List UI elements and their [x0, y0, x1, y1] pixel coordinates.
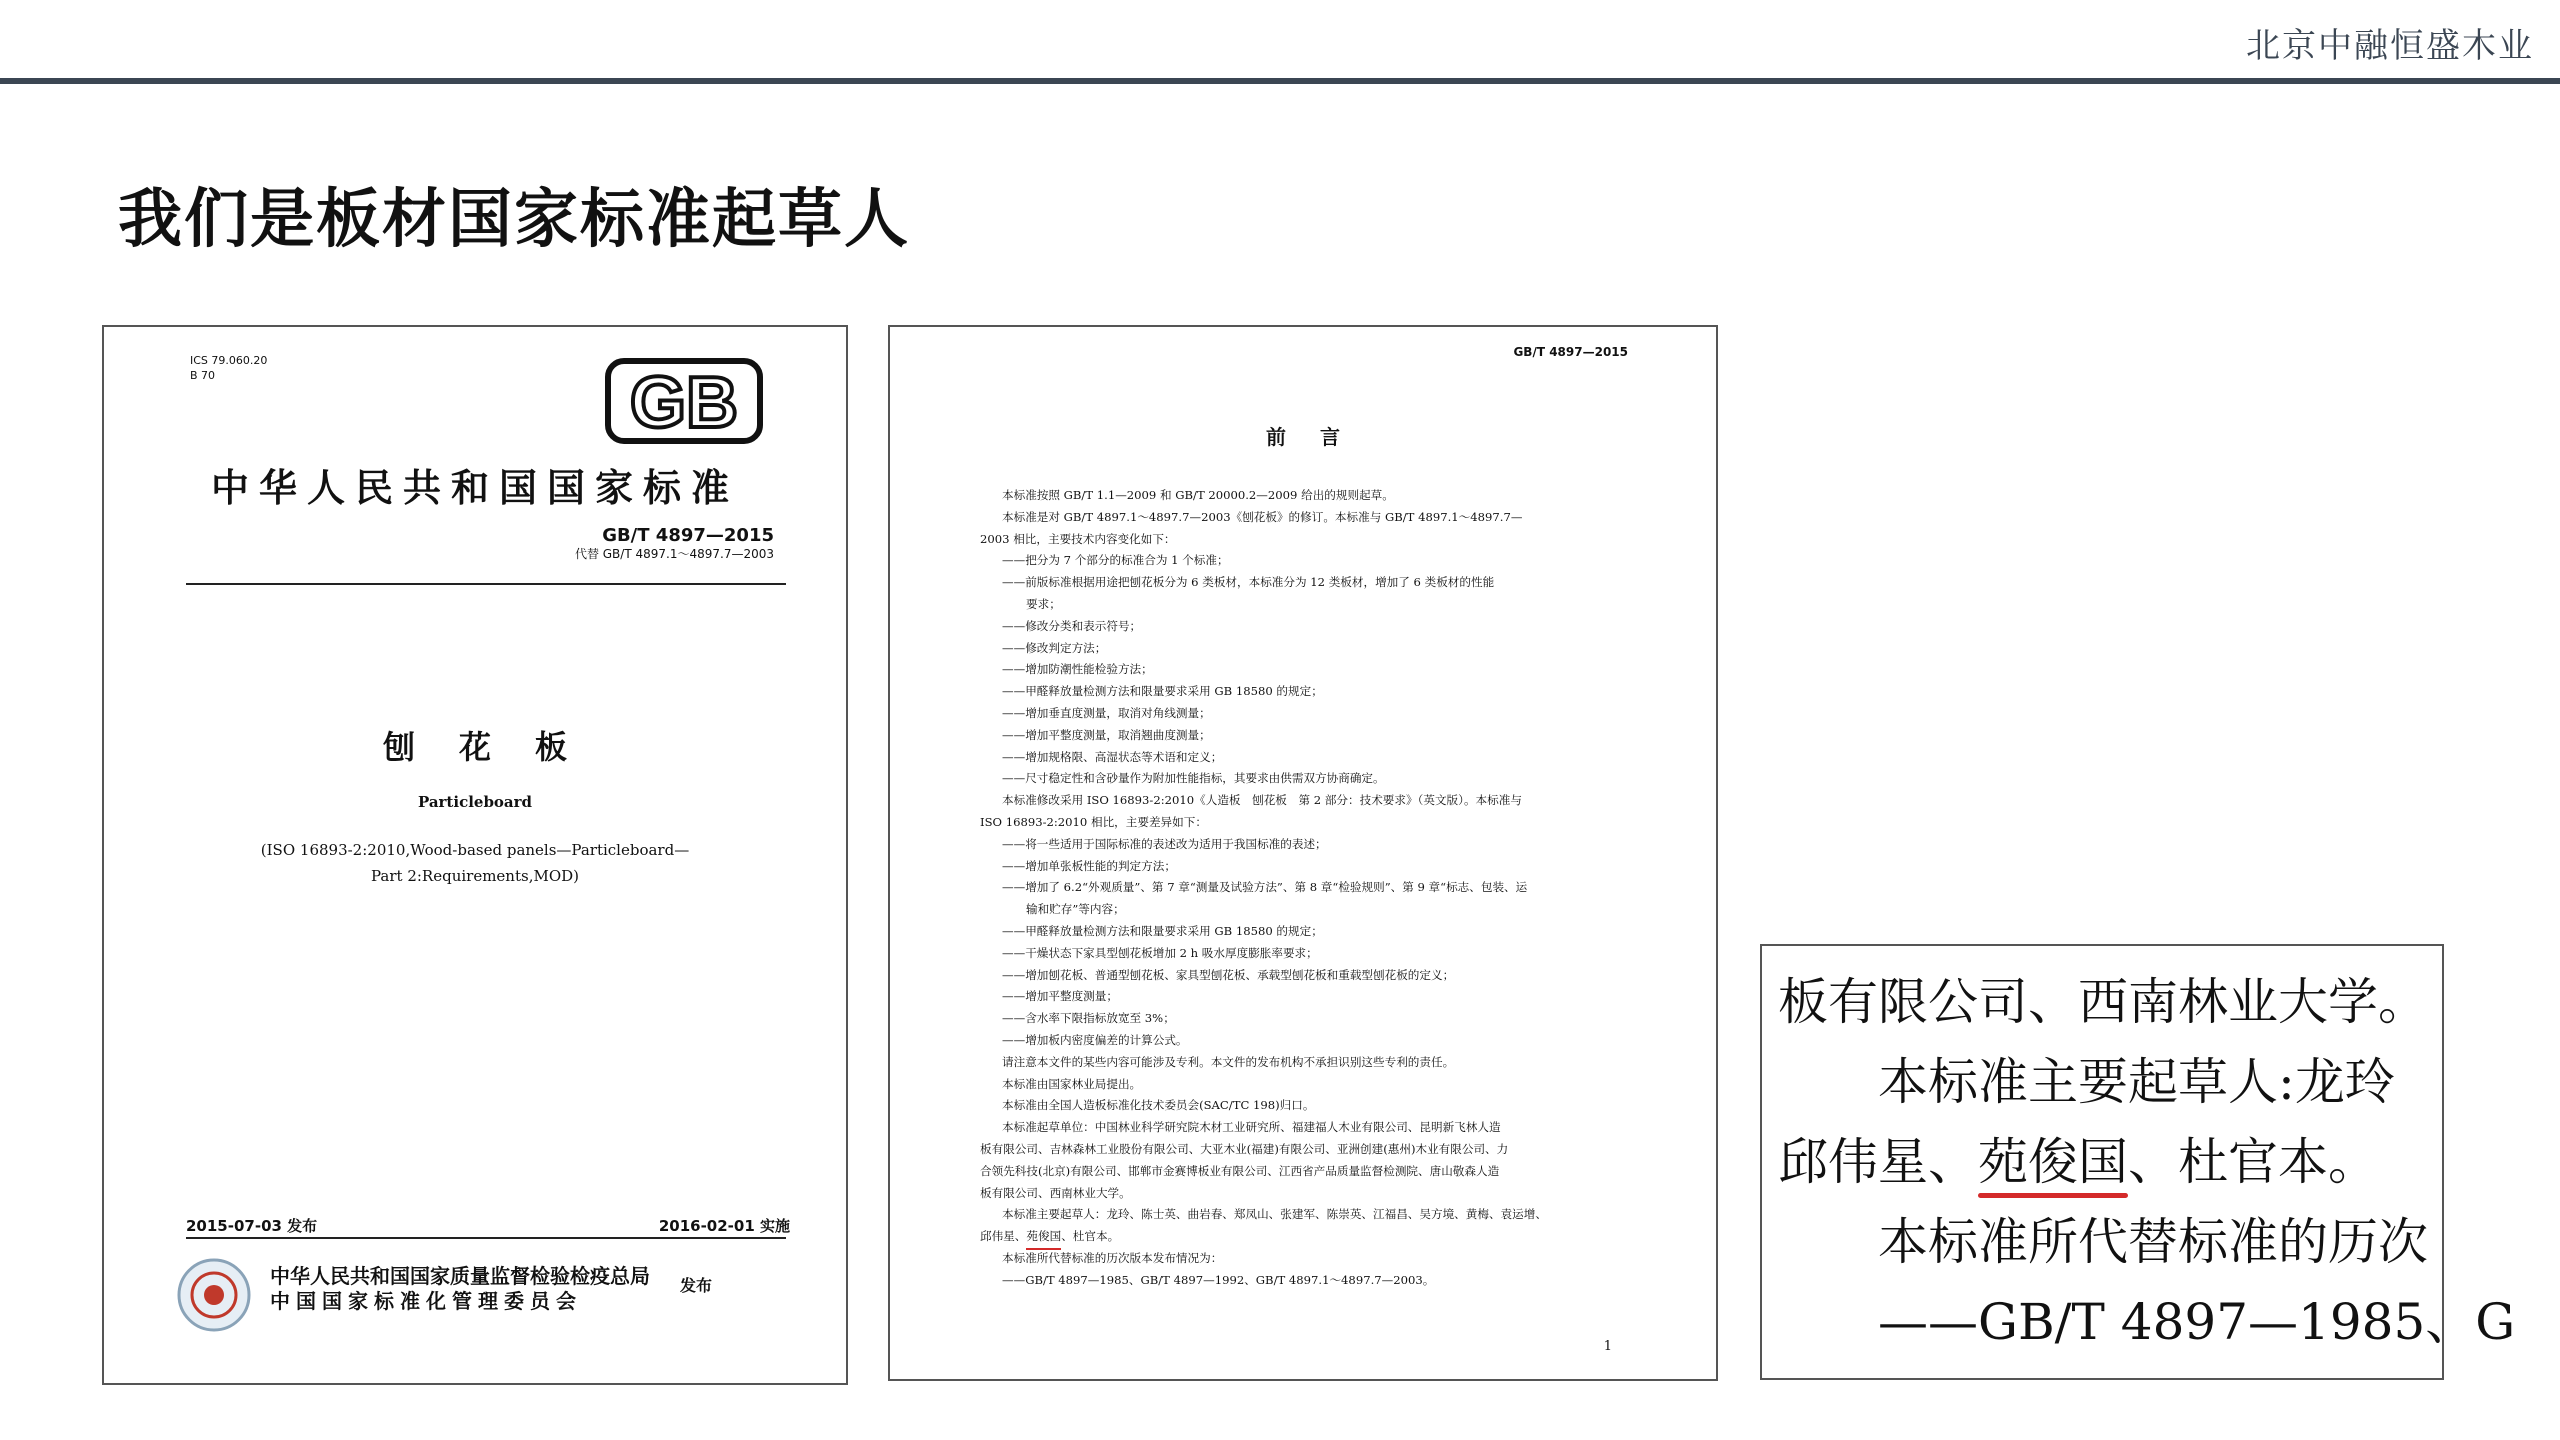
slide-title: 我们是板材国家标准起草人 [118, 183, 910, 257]
issuer-line2: 中国国家标准化管理委员会 [270, 1289, 582, 1313]
preface-line: 本标准修改采用 ISO 16893-2:2010《人造板 刨花板 第 2 部分：技术要求》（英文版）。本标准与 [1002, 793, 1522, 808]
brand-name: 北京中融恒盛木业 [2246, 26, 2534, 66]
issuer-line1: 中华人民共和国国家质量监督检验检疫总局 [270, 1264, 650, 1288]
preface-line: 板有限公司、吉林森林工业股份有限公司、大亚木业(福建)有限公司、亚洲创建(惠州)木业有限公司、力 [980, 1141, 1509, 1156]
preface-line: 请注意本文件的某些内容可能涉及专利。本文件的发布机构不承担识别这些专利的责任。 [1002, 1054, 1455, 1069]
preface-line: 本标准所代替标准的历次版本发布情况为： [1002, 1250, 1223, 1265]
preface-line: ISO 16893-2:2010 相比，主要差异如下： [980, 814, 1207, 829]
header-rule [0, 78, 2560, 84]
divider [186, 1237, 786, 1239]
replaces-note: 代替 GB/T 4897.1～4897.7—2003 [574, 547, 774, 561]
preface-line: ——把分为 7 个部分的标准合为 1 个标准； [1002, 553, 1229, 568]
preface-line: 本标准起草单位：中国林业科学研究院木材工业研究所、福建福人木业有限公司、昆明新飞林人造 [1002, 1120, 1501, 1135]
standard-cover-image [102, 325, 848, 1385]
issuer-seal-icon [176, 1257, 252, 1333]
zoom-line: 板有限公司、西南林业大学。 [1778, 973, 2428, 1031]
svg-text:GB: GB [630, 363, 738, 443]
preface-line: ——增加平整度测量，取消翘曲度测量； [1002, 727, 1211, 742]
preface-line: ——干燥状态下家具型刨花板增加 2 h 吸水厚度膨胀率要求； [1002, 945, 1318, 960]
page-number: 1 [1603, 1339, 1612, 1354]
preface-line: ——修改判定方法； [1002, 640, 1107, 655]
preface-line: ——GB/T 4897—1985、GB/T 4897—1992、GB/T 4897.1～4897.7—2003。 [1002, 1272, 1435, 1287]
iso-reference-line2: Part 2:Requirements,MOD) [371, 867, 579, 885]
preface-line: ——修改分类和表示符号； [1002, 618, 1142, 633]
preface-line: ——增加防潮性能检验方法； [1002, 662, 1153, 677]
classification-codes [190, 353, 267, 383]
zoom-text: 邱伟星、 [1778, 1133, 1978, 1191]
national-standard-heading: 中华人民共和国国家标准 [210, 465, 739, 510]
gb-logo-icon [604, 357, 764, 445]
zoom-line: ——GB/T 4897—1985、G [1878, 1293, 2516, 1351]
publish-date: 2015-07-03 发布 [186, 1217, 318, 1235]
preface-line: ——含水率下限指标放宽至 3%； [1002, 1011, 1175, 1026]
preface-line: ——增加了 6.2“外观质量”、第 7 章“测量及试验方法”、第 8 章“检验规则”、第 9 章“标志、包装、运 [1002, 880, 1528, 895]
preface-line: ——甲醛释放量检测方法和限量要求采用 GB 18580 的规定； [1002, 684, 1323, 699]
standard-title-cn: 刨花板 [382, 728, 611, 766]
preface-line: ——增加刨花板、普通型刨花板、家具型刨花板、承载型刨花板和重载型刨花板的定义； [1002, 967, 1455, 982]
preface-title: 前言 [1266, 425, 1374, 449]
preface-line: ——增加单张板性能的判定方法； [1002, 858, 1176, 873]
preface-line: ——甲醛释放量检测方法和限量要求采用 GB 18580 的规定； [1002, 923, 1323, 938]
preface-line: ——增加垂直度测量，取消对角线测量； [1002, 705, 1211, 720]
preface-line: ——将一些适用于国际标准的表述改为适用于我国标准的表述； [1002, 836, 1327, 851]
highlighted-name: 苑俊国 [1026, 1226, 1061, 1248]
preface-line: 要求； [1026, 596, 1061, 611]
preface-line: 本标准主要起草人：龙玲、陈士英、曲岩春、郑凤山、张建军、陈崇英、江福昌、吴方境、黄梅、袁运增、 [1002, 1207, 1547, 1222]
highlighted-drafter-name: 苑俊国 [1978, 1122, 2128, 1194]
zoom-text: 、杜官本。 [2128, 1133, 2378, 1191]
zoom-line: 本标准主要起草人:龙玲 [1878, 1053, 2395, 1111]
preface-line: ——尺寸稳定性和含砂量作为附加性能指标，其要求由供需双方协商确定。 [1002, 771, 1385, 786]
drafter-zoom-image [1760, 944, 2516, 1380]
page-header-code: GB/T 4897—2015 [1513, 345, 1628, 359]
divider [186, 583, 786, 585]
preface-line: 本标准按照 GB/T 1.1—2009 和 GB/T 20000.2—2009 给出的规则起草。 [1002, 488, 1394, 502]
iso-reference-line1: (ISO 16893-2:2010,Wood-based panels—Particleboard— [260, 841, 690, 859]
standard-code: GB/T 4897—2015 [602, 525, 774, 546]
preface-line: ——增加板内密度偏差的计算公式。 [1002, 1032, 1188, 1047]
standard-title-en: Particleboard [417, 793, 533, 811]
preface-line: ——增加规格限、高湿状态等术语和定义； [1002, 749, 1223, 764]
zoom-line: 本标准所代替标准的历次 [1878, 1213, 2428, 1271]
preface-line: ——增加平整度测量； [1002, 989, 1118, 1004]
preface-page-image [888, 325, 1718, 1381]
preface-line: 本标准由国家林业局提出。 [1002, 1076, 1142, 1091]
preface-line: 邱伟星、苑俊国、杜官本。 [980, 1226, 1640, 1248]
preface-line: 本标准由全国人造板标准化技术委员会(SAC/TC 198)归口。 [1002, 1098, 1315, 1113]
implement-date: 2016-02-01 实施 [658, 1217, 790, 1235]
preface-line: 2003 相比，主要技术内容变化如下： [980, 531, 1176, 546]
preface-line: ——前版标准根据用途把刨花板分为 6 类板材，本标准分为 12 类板材，增加了 6 类板材的性能 [1002, 575, 1495, 590]
preface-line: 本标准是对 GB/T 4897.1～4897.7—2003《刨花板》的修订。本标准与 GB/T 4897.1～4897.7— [1002, 509, 1523, 524]
publish-label: 发布 [680, 1276, 713, 1295]
preface-body [980, 485, 1640, 1291]
preface-line: 输和贮存”等内容； [1026, 902, 1125, 917]
zoom-line [1778, 1122, 2378, 1194]
ccs-code: B 70 [190, 369, 216, 382]
ics-code: ICS 79.060.20 [190, 354, 268, 367]
preface-line: 板有限公司、西南林业大学。 [980, 1185, 1131, 1200]
preface-line: 合领先科技(北京)有限公司、邯郸市金赛博板业有限公司、江西省产品质量监督检测院、唐山敬森人造 [980, 1163, 1500, 1178]
